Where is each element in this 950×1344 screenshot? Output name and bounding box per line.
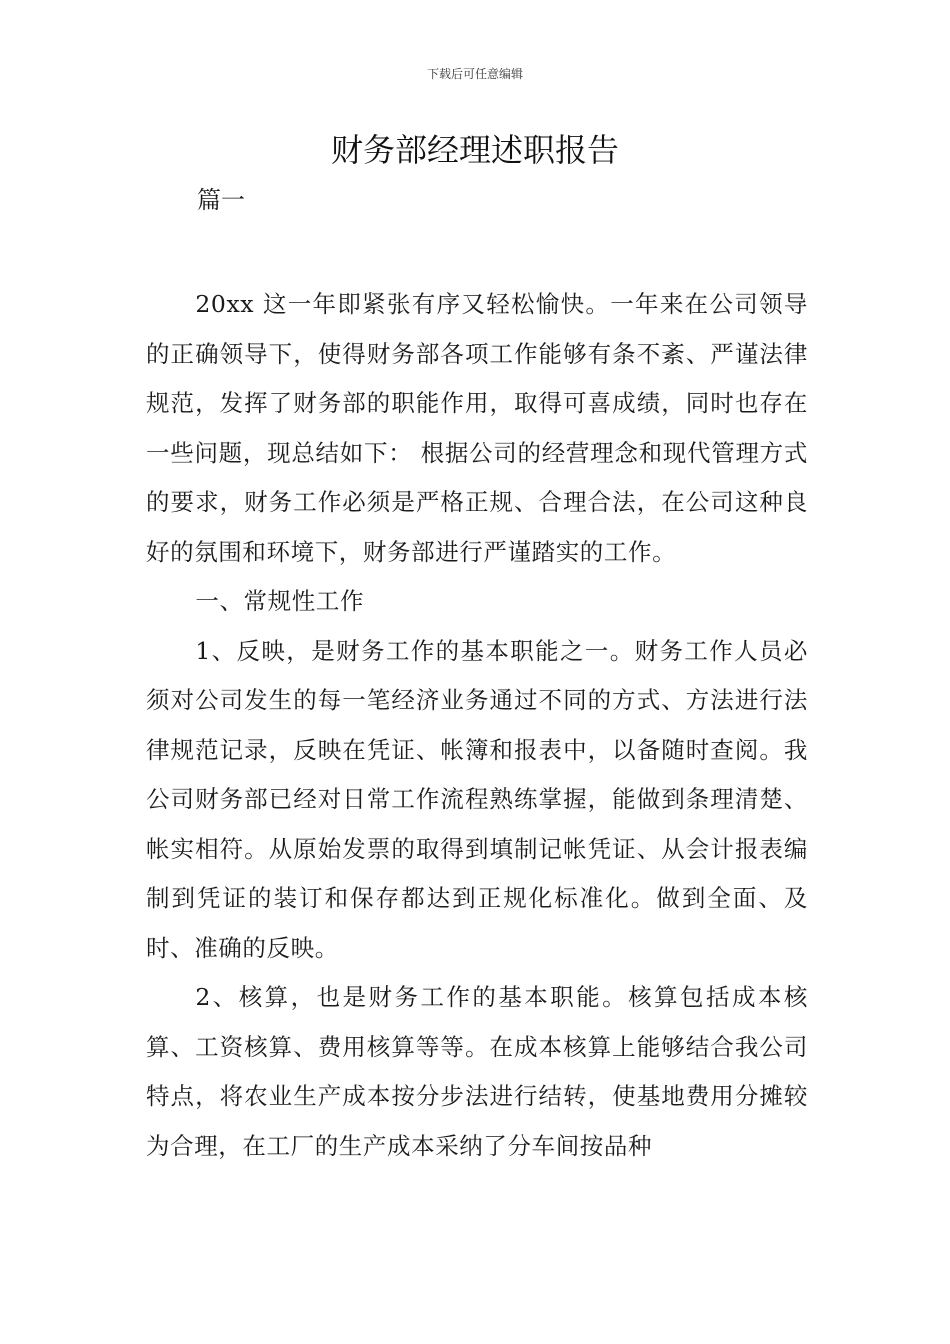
section-heading-routine-work: 一、常规性工作 <box>195 587 365 615</box>
header-note: 下载后可任意编辑 <box>426 67 523 81</box>
paragraph-accounting: 2、核算，也是财务工作的基本职能。核算包括成本核算、工资核算、费用核算等等。在成本核算上能够结合我公司特点，将农业生产成本按分步法进行结转，使基地费用分摊较为合理，在工厂的生产成本采纳了分车间按品种 <box>146 983 808 1160</box>
paragraph-intro: 20xx 这一年即紧张有序又轻松愉快。一年来在公司领导的正确领导下，使得财务部各项工作能够有条不紊、严谨法律规范，发挥了财务部的职能作用，取得可喜成绩，同时也存在一些问题，现总结如下： 根据公司的经营理念和现代管理方式的要求，财务工作必须是严格正规、合理合法，在公司这种良好的氛围和环境下，财务部进行严谨踏实的工作。 <box>146 290 808 566</box>
section-label: 篇一 <box>197 186 245 214</box>
paragraph-reflection: 1、反映，是财务工作的基本职能之一。财务工作人员必须对公司发生的每一笔经济业务通过不同的方式、方法进行法律规范记录，反映在凭证、帐簿和报表中，以备随时查阅。我公司财务部已经对日常工作流程熟练掌握，能做到条理清楚、帐实相符。从原始发票的取得到填制记帐凭证、从会计报表编制到凭证的装订和保存都达到正规化标准化。做到全面、及时、准确的反映。 <box>146 636 808 962</box>
document-title: 财务部经理述职报告 <box>330 131 619 169</box>
document-body <box>146 280 808 1171</box>
